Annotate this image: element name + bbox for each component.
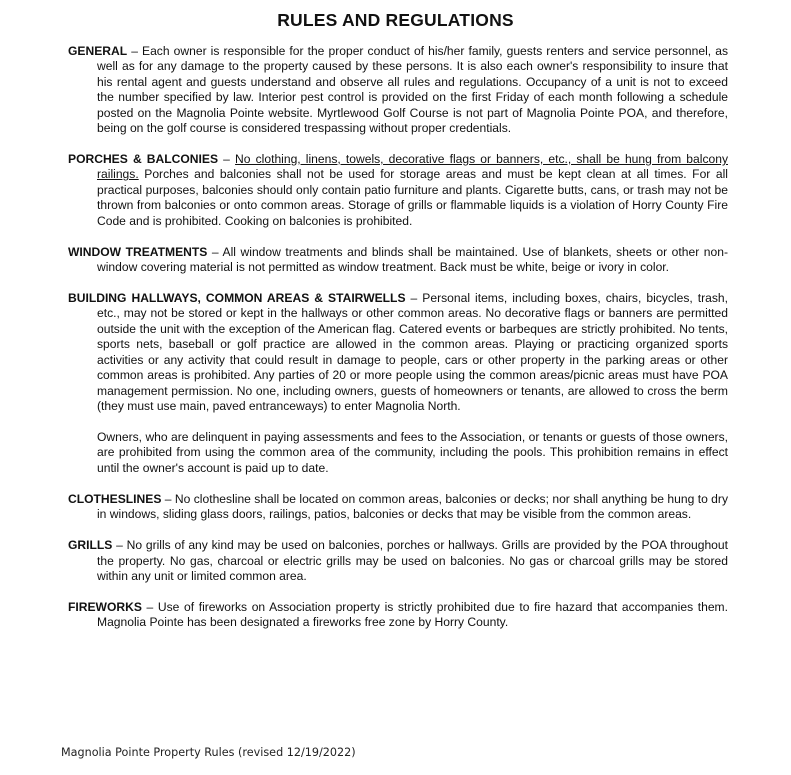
rule-fireworks — [68, 600, 728, 631]
rule-general — [68, 44, 728, 136]
rule-heading-building-hallways: BUILDING HALLWAYS, COMMON AREAS & STAIRWELLS — [68, 291, 406, 306]
rule-text-general: – Each owner is responsible for the proper conduct of his/her family, guests renters and service personnel, as well as for any damage to the property caused by these persons. It is also each owner's responsibility to insure that his rental agent and guests understand and observe all rules and regulations. Occupancy of a unit is not to exceed the number specified by law. Interior pest control is provided on the first Friday of each month following a schedule posted on the Magnolia Pointe website. Myrtlewood Golf Course is not part of Magnolia Pointe POA, and therefore, being on the golf course is considered trespassing without proper credentials. — [97, 44, 728, 136]
rule-text-grills: – No grills of any kind may be used on balconies, porches or hallways. Grills are provided by the POA throughout the property. No gas, charcoal or electric grills may be used on balconies. No gas or charcoal grills may be stored within any unit or limited common area. — [97, 538, 728, 583]
rule-delinquent-owners: Owners, who are delinquent in paying assessments and fees to the Association, or tenants or guests of those owners, are prohibited from using the common area of the community, including the pools. This prohibition remains in effect until the owner's account is paid up to date. — [97, 429, 728, 475]
rule-underlined-porches-balconies: No clothing, linens, towels, decorative flags or banners, etc., shall be hung from balcony railings. — [97, 152, 728, 182]
rule-heading-clotheslines: CLOTHESLINES — [68, 491, 162, 506]
rule-building-hallways — [68, 291, 728, 414]
rule-heading-fireworks: FIREWORKS — [68, 599, 142, 614]
rule-window-treatments — [68, 245, 728, 276]
page-footer: Magnolia Pointe Property Rules (revised 12/19/2022) — [61, 746, 356, 759]
rules-body — [68, 44, 728, 646]
rule-heading-grills: GRILLS — [68, 538, 113, 553]
rule-heading-porches-balconies: PORCHES & BALCONIES — [68, 152, 219, 167]
rule-text-clotheslines: – No clothesline shall be located on common areas, balconies or decks; nor shall anything be hung to dry in windows, sliding glass doors, railings, patios, balconies or decks that may be visible from the common areas. — [97, 491, 728, 522]
page-title: RULES AND REGULATIONS — [277, 10, 514, 30]
rule-dash-porches-balconies: – — [218, 152, 236, 167]
rule-text-porches-balconies: Porches and balconies shall not be used for storage areas and must be kept clean at all times. For all practical purposes, balconies should only contain patio furniture and plants. Cigarette butts, cans, or trash may not be thrown from balconies or onto common areas. Storage of grills or flammable liquids is a violation of Horry County Fire Code and is prohibited. Cooking on balconies is prohibited. — [97, 167, 728, 228]
rule-text-fireworks: – Use of fireworks on Association property is strictly prohibited due to fire hazard that accompanies them. Magnolia Pointe has been designated a fireworks free zone by Horry County. — [97, 599, 728, 630]
rule-heading-window-treatments: WINDOW TREATMENTS — [68, 244, 208, 259]
rule-text-building-hallways: – Personal items, including boxes, chairs, bicycles, trash, etc., may not be stored or kept in the hallways or other common areas. No decorative flags or banners are permitted outside the unit with the exception of the American flag. Catered events or barbeques are strictly prohibited. No tents, sports nets, baseball or golf practice are allowed in the common areas. Playing or practicing organized sports activities or any activity that could result in damage to people, cars or other property in the parking areas or other common areas is prohibited. Any parties of 20 or more people using the common areas/picnic areas must have POA management permission. No one, including owners, guests of homeowners or tenants, are allowed to cross the berm (they must use main, paved entranceways) to enter Magnolia North. — [97, 291, 728, 413]
rule-porches-balconies — [68, 152, 728, 229]
rule-text-window-treatments: – All window treatments and blinds shall be maintained. Use of blankets, sheets or other non-window covering material is not permitted as window treatment. Back must be white, beige or ivory in color. — [97, 244, 728, 275]
rule-heading-general: GENERAL — [68, 44, 128, 58]
rule-clotheslines — [68, 492, 728, 523]
rule-grills — [68, 538, 728, 584]
